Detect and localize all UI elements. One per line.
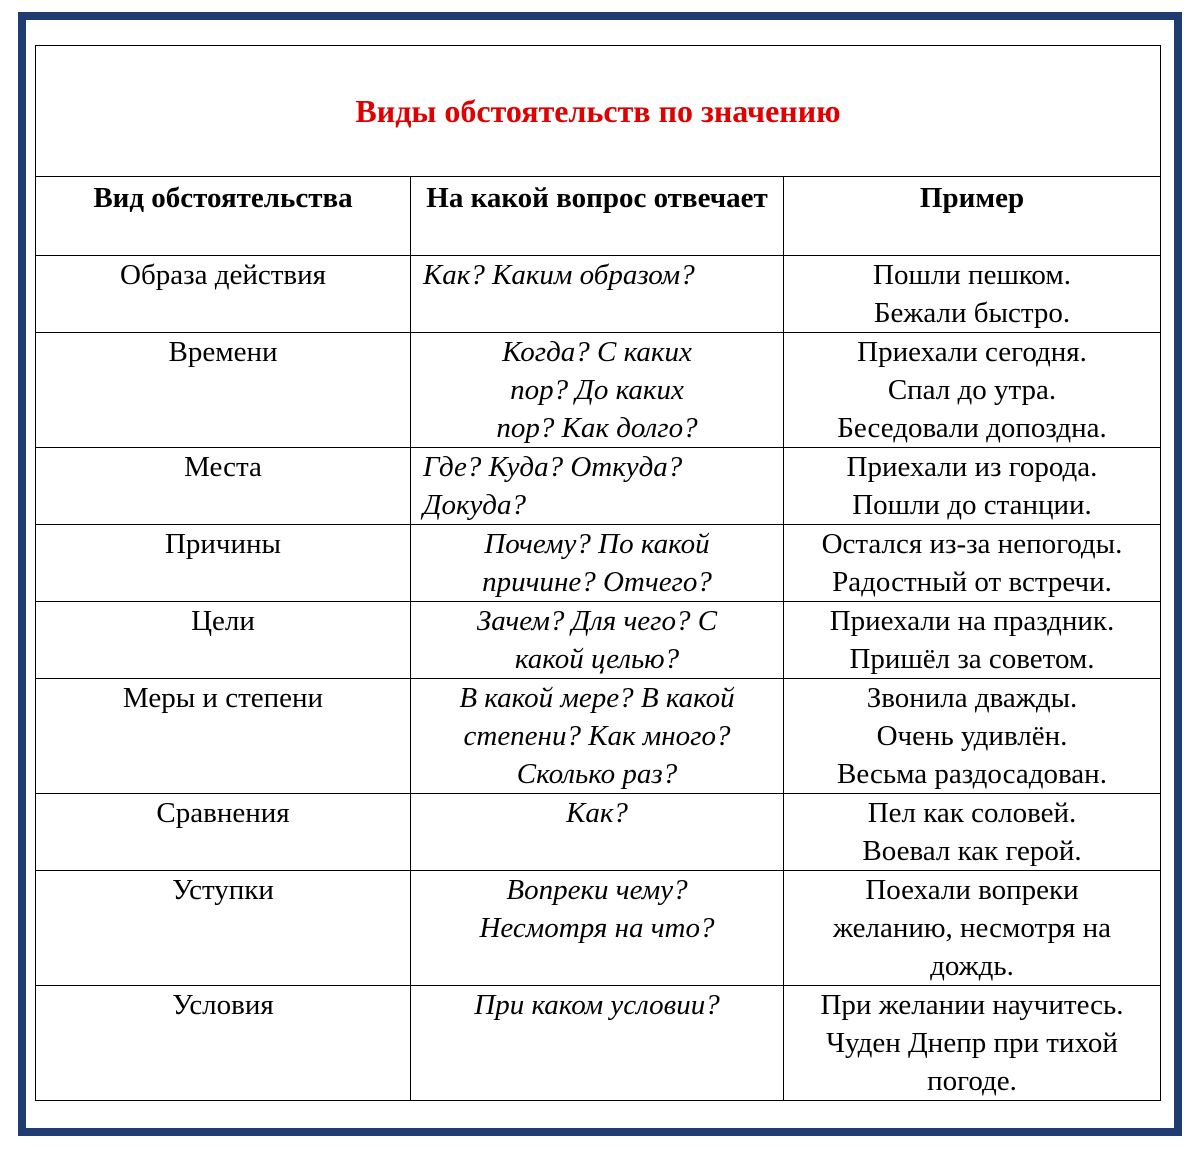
row-question bbox=[411, 871, 784, 986]
table-row bbox=[36, 448, 1161, 525]
table-row bbox=[36, 525, 1161, 602]
row-example bbox=[784, 448, 1161, 525]
example-line: Бежали быстро. bbox=[873, 297, 1071, 329]
question-text: Когда? С каких пор? До каких пор? Как долго? bbox=[496, 336, 698, 444]
question-text: Зачем? Для чего? С какой целью? bbox=[476, 605, 718, 675]
row-example bbox=[784, 871, 1161, 986]
table-row bbox=[36, 794, 1161, 871]
row-question: Как? Каким образом? bbox=[411, 256, 784, 333]
example-line: Пришёл за советом. bbox=[849, 643, 1095, 675]
circumstances-table bbox=[35, 45, 1161, 1101]
header-kind: Вид обстоятельства bbox=[36, 177, 411, 256]
header-example: Пример bbox=[784, 177, 1161, 256]
question-text: В какой мере? В какой степени? Как много? Сколько раз? bbox=[459, 682, 735, 790]
example-line: Остался из-за непогоды. bbox=[821, 528, 1123, 560]
table-row bbox=[36, 871, 1161, 986]
example-line: Радостный от встречи. bbox=[832, 566, 1112, 598]
row-question: При каком условии? bbox=[411, 986, 784, 1101]
example-line: Приехали на праздник. bbox=[829, 605, 1115, 637]
table-title: Виды обстоятельств по значению bbox=[36, 46, 1161, 177]
row-kind: Места bbox=[36, 448, 411, 525]
header-question: На какой вопрос отвечает bbox=[411, 177, 784, 256]
row-example bbox=[784, 602, 1161, 679]
row-question bbox=[411, 448, 784, 525]
question-text: Вопреки чему? Несмотря на что? bbox=[479, 874, 715, 944]
row-kind: Времени bbox=[36, 333, 411, 448]
row-kind: Условия bbox=[36, 986, 411, 1101]
question-text: Почему? По какой причине? Отчего? bbox=[482, 528, 712, 598]
row-question bbox=[411, 333, 784, 448]
row-kind: Уступки bbox=[36, 871, 411, 986]
row-example bbox=[784, 986, 1161, 1101]
row-kind: Причины bbox=[36, 525, 411, 602]
row-question bbox=[411, 525, 784, 602]
row-example bbox=[784, 256, 1161, 333]
row-example bbox=[784, 679, 1161, 794]
row-question bbox=[411, 602, 784, 679]
title-row bbox=[36, 46, 1161, 177]
row-kind: Сравнения bbox=[36, 794, 411, 871]
row-example bbox=[784, 525, 1161, 602]
example-line: Приехали сегодня. bbox=[857, 336, 1087, 368]
row-kind: Цели bbox=[36, 602, 411, 679]
example-line: Беседовали допоздна. bbox=[837, 412, 1107, 444]
example-line: Поехали вопреки желанию, несмотря на дождь. bbox=[832, 874, 1112, 982]
question-text: Где? Куда? Откуда? Докуда? bbox=[423, 451, 683, 521]
example-line: Очень удивлён. bbox=[876, 720, 1068, 752]
example-line: Звонила дважды. bbox=[866, 682, 1078, 714]
example-line: Пошли пешком. bbox=[873, 259, 1071, 291]
row-example bbox=[784, 333, 1161, 448]
example-line: Весьма раздосадован. bbox=[837, 758, 1107, 790]
table-row bbox=[36, 602, 1161, 679]
row-kind: Образа действия bbox=[36, 256, 411, 333]
table-row bbox=[36, 333, 1161, 448]
example-line: Воевал как герой. bbox=[862, 835, 1082, 867]
header-row bbox=[36, 177, 1161, 256]
table-row bbox=[36, 679, 1161, 794]
table-row bbox=[36, 256, 1161, 333]
example-line: Пел как соловей. bbox=[867, 797, 1077, 829]
example-line: Пошли до станции. bbox=[852, 489, 1092, 521]
example-line: При желании научитесь. bbox=[820, 989, 1124, 1021]
example-line: Чуден Днепр при тихой погоде. bbox=[826, 1027, 1118, 1097]
row-question bbox=[411, 679, 784, 794]
row-question: Как? bbox=[411, 794, 784, 871]
example-line: Спал до утра. bbox=[887, 374, 1057, 406]
example-line: Приехали из города. bbox=[846, 451, 1098, 483]
row-kind: Меры и степени bbox=[36, 679, 411, 794]
row-example bbox=[784, 794, 1161, 871]
table-row bbox=[36, 986, 1161, 1101]
